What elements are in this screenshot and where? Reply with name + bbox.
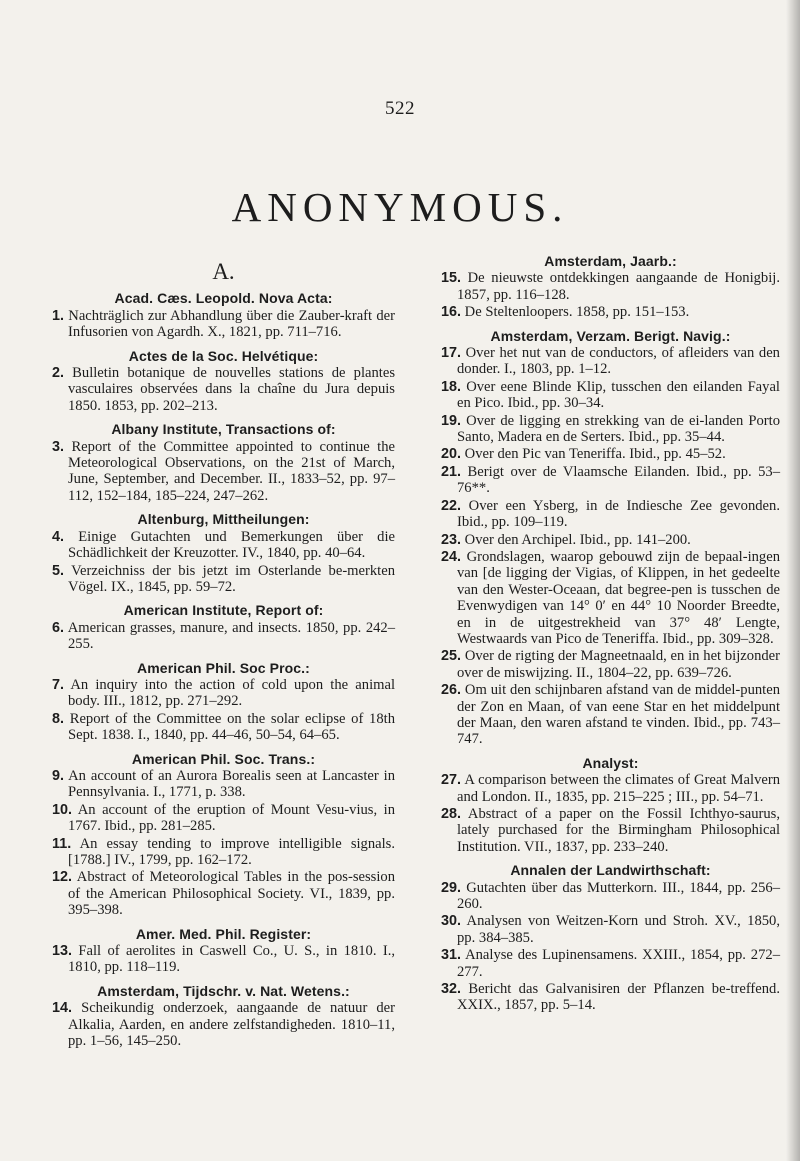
entry-text: De nieuwste ontdekkingen aangaande de Honigbij. 1857, pp. 116–128. [457,270,780,303]
entry-text: An inquiry into the action of cold upon the animal body. III., 1812, pp. 271–292. [68,676,396,710]
bibliography-entry [441,413,780,446]
journal-heading: American Phil. Soc Proc.: [137,659,310,676]
entry-number: 32. [441,981,462,998]
entry-text: Report of the Committee appointed to continue the Meteorological Observations, on the 21st of March, June, September, and December. II., 1833–52, pp. 97–112, 152–184, 185–224, 247–262. [68,438,395,504]
entry-text: Bulletin botanique de nouvelles stations de plantes vasculaires observées dans la chaîne du Jura depuis 1850. 1853, pp. 202–213. [68,365,396,414]
entry-text: Scheikundig onderzoek, aangaande de natuur der Alkalia, Aarden, en andere zelfstandigheden. 1810–11, pp. 1–56, 145–250. [68,1000,395,1050]
right-sections [441,253,780,1014]
journal-heading: Altenburg, Mittheilungen: [137,511,310,528]
bibliography-entry [441,913,780,946]
entry-number: 28. [441,806,462,822]
bibliography-entry [52,529,395,562]
entry-text: Over de ligging en strekking van de ei-landen Porto Santo, Madera en de Serters. Ibid., pp. 35–44. [457,412,780,446]
entry-number: 15. [441,270,462,287]
entry-text: An account of the eruption of Mount Vesu-vius, in 1767. Ibid., pp. 281–285. [68,801,395,835]
entry-text: Einige Gutachten und Bemerkungen über die Schädlichkeit der Kreuzotter. IV., 1840, pp. 40–64. [68,528,395,562]
journal-heading: Albany Institute, Transactions of: [111,421,336,438]
entry-text: A comparison between the climates of Great Malvern and London. II., 1835, pp. 215–225 ; III., pp. 54–71. [457,772,780,805]
page-title: ANONYMOUS. [231,184,569,230]
bibliography-entry [441,947,780,980]
page-number: 522 [385,98,415,119]
bibliography-entry [441,648,780,681]
entry-number: 14. [52,1000,73,1017]
journal-heading: American Phil. Soc. Trans.: [131,750,316,767]
entry-text: Analysen von Weitzen-Korn und Stroh. XV., 1850, pp. 384–385. [457,913,780,946]
entry-text: Over het nut van de conductors, of afleiders van den donder. I., 1803, pp. 1–12. [457,345,780,378]
entry-text: De Steltenloopers. 1858, pp. 151–153. [464,304,690,321]
entry-number: 27. [441,772,462,789]
left-column [52,240,395,1050]
entry-number: 21. [441,463,462,480]
bibliography-entry [52,1000,395,1049]
entry-number: 13. [52,943,73,960]
entry-text: An essay tending to improve intelligible signals. [1788.] IV., 1799, pp. 162–172. [68,835,396,868]
journal-heading: Acad. Cæs. Leopold. Nova Acta: [114,290,333,307]
bibliography-entry [441,379,780,412]
bibliography-entry [441,345,780,378]
bibliography-entry [52,711,395,744]
entry-number: 18. [441,378,462,395]
entry-text: An account of an Aurora Borealis seen at Lancaster in Pennsylvania. I., 1771, p. 338. [68,767,395,801]
entry-text: Over eene Blinde Klip, tusschen den eilanden Fayal en Pico. Ibid., pp. 30–34. [457,378,780,412]
bibliography-entry [441,464,780,497]
entry-number: 20. [441,446,462,463]
entry-text: Grondslagen, waarop gebouwd zijn de bepaal-ingen van [de ligging der Vigias, of Klippen, in het gedeelte van den Wester-Oceaan, dat begree-pen is tusschen de Evenwydigen van 14° 0′ en 44° 10 Noorder Breedte, en in de uitgestrekheid van 37° 48′ Lengte, Westwaards van Pico de Teneriffa. Ibid., pp. 309–328. [457,548,780,647]
entry-text: Analyse des Lupinensamens. XXIII., 1854, pp. 272–277. [457,947,780,980]
journal-heading: Amer. Med. Phil. Register: [135,925,312,942]
entry-number: 22. [441,497,462,514]
entry-number: 5. [52,562,65,579]
entry-number: 3. [52,438,65,455]
journal-heading: Analyst: [582,754,639,771]
bibliography-entry [441,981,780,1014]
page-edge-shadow [786,0,800,1161]
entry-text: Over een Ysberg, in de Indiesche Zee gevonden. Ibid., pp. 109–119. [457,497,780,531]
bibliography-entry [52,563,395,596]
bibliography-entry [441,880,780,913]
section-letter: A. [212,259,235,284]
entry-number: 16. [441,304,462,321]
entry-number: 1. [52,307,65,324]
entry-text: Verzeichniss der bis jetzt im Osterlande be-merkten Vögel. IX., 1845, pp. 59–72. [68,562,396,595]
entry-text: American grasses, manure, and insects. 1850, pp. 242–255. [67,619,396,653]
entry-text: Over de rigting der Magneetnaald, en in het bijzonder over de miswijzing. II., 1804–22, pp. 639–726. [457,648,780,681]
journal-heading: Actes de la Soc. Helvétique: [128,347,319,364]
right-column [441,246,780,1015]
entry-number: 26. [441,682,462,699]
bibliography-entry [52,365,395,414]
bibliography-entry [52,620,395,653]
entry-text: Report of the Committee on the solar eclipse of 18th Sept. 1838. I., 1840, pp. 44–46, 50–54, 64–65. [68,710,395,744]
entry-number: 17. [441,345,462,362]
bibliography-entry [52,869,395,918]
bibliography-entry [52,308,395,341]
entry-number: 30. [441,913,462,930]
bibliography-entry [52,677,395,710]
left-sections [52,290,395,1049]
journal-heading: Amsterdam, Jaarb.: [544,253,677,269]
journal-heading: American Institute, Report of: [123,602,324,619]
entry-number: 19. [441,412,462,429]
bibliography-entry [441,304,780,320]
entry-number: 2. [52,365,65,382]
entry-text: Bericht das Galvanisiren der Pflanzen be-treffend. XXIX., 1857, pp. 5–14. [457,981,780,1014]
journal-heading: Annalen der Landwirthschaft: [510,862,711,879]
bibliography-entry [441,446,780,462]
entry-number: 24. [441,548,462,565]
journal-heading: Amsterdam, Tijdschr. v. Nat. Wetens.: [97,982,350,999]
bibliography-entry [52,802,395,835]
entry-text: Abstract of a paper on the Fossil Ichthyo-saurus, lately purchased for the Birmingham Philosophical Institution. VII., 1837, pp. 233–240. [457,806,781,855]
bibliography-entry [441,532,780,548]
entry-text: Berigt over de Vlaamsche Eilanden. Ibid., pp. 53–76**. [457,463,781,497]
entry-text: Om uit den schijnbaren afstand van de middel-punten der Zon en Maan, of van eene Star en het middelpunt der Maan, den waren afstand te vinden. Ibid., pp. 743–747. [457,682,780,748]
bibliography-entry [441,270,780,303]
entry-number: 31. [441,947,462,964]
bibliography-entry [52,768,395,801]
entry-number: 23. [441,531,462,548]
entry-number: 8. [52,710,65,727]
bibliography-entry [441,682,780,748]
bibliography-entry [441,772,780,805]
bibliography-entry [52,836,395,869]
bibliography-entry [441,549,780,647]
entry-number: 7. [52,676,65,693]
entry-number: 12. [52,869,73,886]
entry-text: Abstract of Meteorological Tables in the pos-session of the American Philosophical Society. VI., 1839, pp. 395–398. [68,869,396,919]
entry-number: 11. [52,835,72,852]
entry-text: Fall of aerolites in Caswell Co., U. S., in 1810. I., 1810, pp. 118–119. [68,943,395,976]
bibliography-entry [441,806,780,855]
journal-heading: Amsterdam, Verzam. Berigt. Navig.: [490,327,731,344]
entry-text: Nachträglich zur Abhandlung über die Zauber-kraft der Infusorien von Agardh. X., 1821, pp. 711–716. [68,307,395,341]
entry-number: 4. [52,528,65,545]
entry-number: 9. [52,767,65,784]
entry-number: 10. [52,801,73,818]
bibliography-entry [441,498,780,531]
entry-text: Over den Archipel. Ibid., pp. 141–200. [464,531,691,548]
bibliography-entry [52,943,395,976]
entry-number: 25. [441,648,462,665]
entry-text: Gutachten über das Mutterkorn. III., 1844, pp. 256–260. [457,879,780,913]
entry-number: 6. [52,619,65,636]
entry-number: 29. [441,879,462,896]
entry-text: Over den Pic van Teneriffa. Ibid., pp. 45–52. [464,446,726,463]
bibliography-entry [52,439,395,505]
